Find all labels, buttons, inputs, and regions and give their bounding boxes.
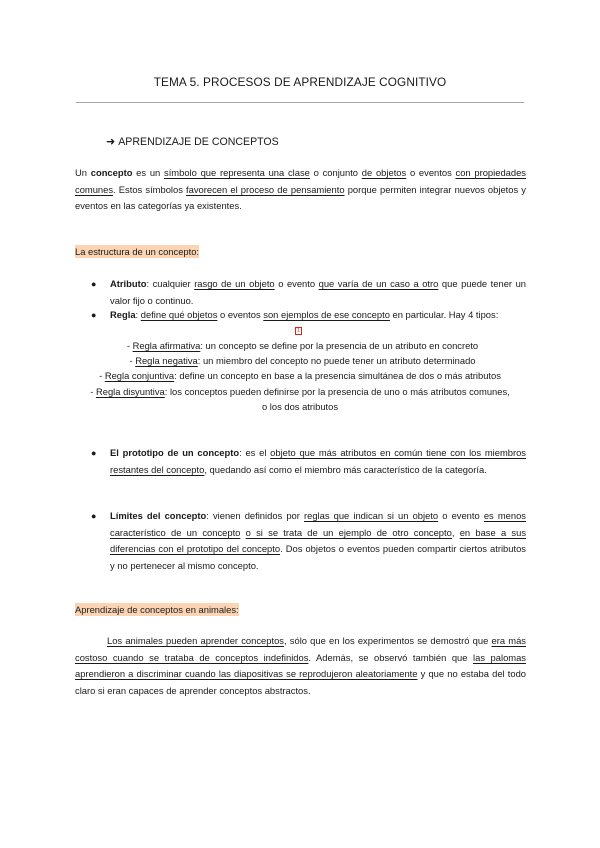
regla-conjuntiva: - Regla conjuntiva: define un concepto en base a la presencia simultánea de dos o más atributos [99,370,501,381]
atributo-bullet: ● Atributo: cualquier rasgo de un objeto o evento que varía de un caso a otro que puede tener un valor fijo o continuo. [91,278,527,306]
regla-negativa: - Regla negativa: un miembro del concepto no puede tener un atributo determinado [129,355,476,366]
section-heading-text: APRENDIZAJE DE CONCEPTOS [118,136,279,148]
limites-bullet: ● Límites del concepto: vienen definidos por reglas que indican si un objeto o evento es menos característico de un concepto o si se trata de un ejemplo de otro concepto, en base a sus diferencias con el prototipo del concepto. Dos objetos o eventos pueden compartir ciertos atributos y no pertenecer al mismo concepto. [91,510,527,571]
highlighted-heading: Aprendizaje de conceptos en animales: [75,604,239,615]
document-title: TEMA 5. PROCESOS DE APRENDIZAJE COGNITIVO [153,75,447,89]
term-concepto: concepto [90,167,133,178]
regla-afirmativa: - Regla afirmativa: un concepto se define por la presencia de un atributo en concreto [126,340,479,351]
bullet-icon: ● [91,279,97,289]
title-divider [76,102,524,103]
bullet-icon: ● [91,511,97,521]
animales-paragraph: Los animales pueden aprender conceptos, sólo que en los experimentos se demostró que era más costoso cuando se trataba de conceptos indefinidos. Además, se observó también que las palomas aprendieron a discriminar cuando las diapositivas se reprodujeron aleatoriamente y que no estaba del todo claro si eran capaces de aprender conceptos abstractos. [75,635,526,696]
estructura-heading [75,244,526,261]
regla-disyuntiva-cont: o los dos atributos [261,401,339,412]
highlighted-heading: La estructura de un concepto: [75,246,200,257]
animales-heading [75,602,526,619]
intro-paragraph: Un concepto es un símbolo que representa una clase o conjunto de objetos o eventos con propiedades comunes. Estos símbolos favorecen el proceso de pensamiento porque permiten integrar nuevos objetos y eventos en las categorías ya existentes. [75,167,526,211]
arrow-right-icon: ➜ [106,136,116,148]
comment-icon: 1 [295,327,302,335]
section-heading [106,134,279,151]
regla-bullet: ● Regla: define qué objetos o eventos son ejemplos de ese concepto en particular. Hay 4 tipos: [110,307,530,324]
comment-marker[interactable] [295,324,302,335]
bullet-icon: ● [91,448,97,458]
prototipo-bullet: ● El prototipo de un concepto: es el objeto que más atributos en común tiene con los miembros restantes del concepto, quedando así como el miembro más característico de la categoría. [91,447,526,475]
regla-disyuntiva: - Regla disyuntiva: los conceptos pueden definirse por la presencia de uno o más atributos comunes, [90,386,510,397]
bullet-icon: ● [91,310,97,320]
